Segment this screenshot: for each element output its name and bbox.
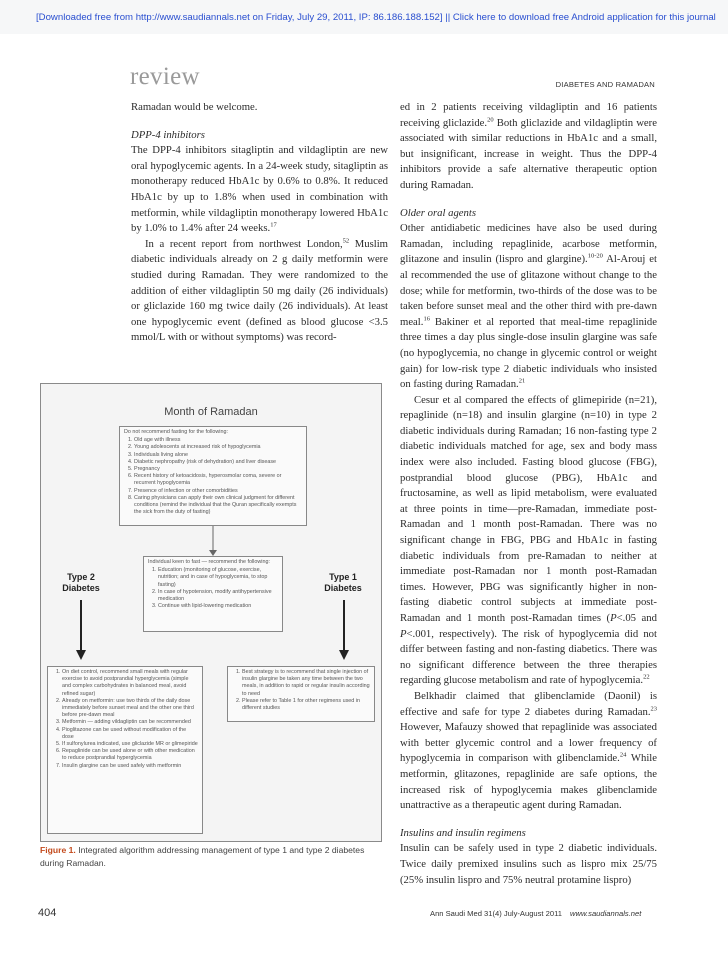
list-item: 4. Pioglitazone can be used without modification of the dose [62, 727, 198, 741]
recommendations-list [148, 567, 278, 610]
paragraph: ed in 2 patients receiving vildagliptin and 16 patients receiving gliclazide.$^{20}$ Both gliclazide and vildagliptin were associated with similar reductions in HbA1c and a small, but insignificant, increase in weight. Thus the DPP-4 inhibitors provide a safe alternative therapeutic option during Ramadan. [400, 101, 657, 191]
list-item: 3. Continue with lipid-lowering medication [158, 603, 278, 610]
list-item: 6. Repaglinide can be used alone or with other medication to reduce postprandial hyperglycemia [62, 748, 198, 762]
list-item: 2. In case of hypotension, modify antihypertensive medication [158, 589, 278, 603]
journal-citation: Ann Saudi Med 31(4) July-August 2011 [430, 909, 562, 918]
paragraph: Insulin can be safely used in type 2 diabetic individuals. Twice daily premixed insulins such as lispro mix 25/75 (25% insulin lispro and 75% neutral protamine lispro) [400, 842, 657, 886]
list-item: 7. Presence of infection or other comorbidities [134, 488, 302, 495]
left-column [131, 100, 388, 346]
list-item: 4. Diabetic nephropathy (risk of dehydration) and liver disease [134, 459, 302, 466]
site-link[interactable]: www.saudiannals.net [570, 909, 642, 918]
download-banner-text[interactable]: [Downloaded free from http://www.saudiannals.net on Friday, July 29, 2011, IP: 86.186.188.152] || Click here to download free Android application for this journal [36, 12, 716, 23]
type2-arrow-head [76, 650, 86, 660]
citation-ref[interactable]: 17 [270, 221, 277, 229]
list-item: 3. Individuals living alone [134, 452, 302, 459]
figure-caption [40, 844, 385, 869]
list-item: 2. Already on metformin: use two thirds of the daily dose immediately before sunset meal and the other one third before pre-dawn meal [62, 698, 198, 720]
citation-ref[interactable]: 24 [619, 751, 627, 759]
citation-ref[interactable]: 22 [643, 673, 650, 681]
right-column [400, 100, 657, 888]
caption-label: Figure 1. [40, 845, 76, 855]
list-item: 7. Insulin glargine can be used safely with metformin [62, 763, 198, 770]
paragraph: In a recent report from northwest London,$^{52}$ Muslim diabetic individuals already on 2 g daily metformin were studied during Ramadan. They were randomized to the addition of either vildagliptin 50 mg daily (26 individuals) or gliclazide 160 mg twice daily (26 individuals). At least one hypoglycemic event (defined as blood glucose <3.5 mmol/L with or without symptoms) was record- [131, 237, 388, 344]
box-heading: Individual keen to fast — recommend the following: [148, 559, 270, 565]
keen-to-fast-box [143, 556, 283, 632]
list-item: 3. Metformin — adding vildagliptin can be recommended [62, 719, 198, 726]
subheading-dpp4: DPP-4 inhibitors [131, 128, 205, 141]
list-item: 1. Best strategy is to recommend that single injection of insulin glargine be taken any time between the two meals, in addition to rapid or regular insulin according to need [242, 669, 370, 698]
type2-list [52, 669, 198, 770]
citation-ref[interactable]: 52 [342, 237, 350, 245]
list-item: 5. If sulfonylurea indicated, use gliclazide MR or glimepiride [62, 741, 198, 748]
type1-list [232, 669, 370, 712]
download-banner[interactable] [0, 0, 728, 34]
caption-text: Integrated algorithm addressing management of type 1 and type 2 diabetes during Ramadan. [40, 845, 365, 868]
list-item: 1. Education (monitoring of glucose, exercise, nutrition; and in case of hypoglycemia, to stop fasting) [158, 567, 278, 589]
citation-ref[interactable]: 16 [423, 315, 430, 323]
paragraph: The DPP-4 inhibitors sitagliptin and vildagliptin are new oral hypoglycemic agents. In a 24-week study, sitagliptin as monotherapy reduced HbA1c by 0.6% to 0.8%. It reduced HbA1c by up to 1.8% when used in combination with metformin, while vildagliptin monotherapy lowered HbA1c by 1.0% to 1.4% after 24 weeks.$^{17}$ [131, 144, 388, 235]
page-number: 404 [38, 907, 57, 919]
figure-title: Month of Ramadan [164, 406, 258, 418]
paragraph: Cesur et al compared the effects of glimepiride (n=21), repaglinide (n=18) and insulin glargine (n=10) in type 2 diabetic individuals during Ramadan; 16 non-fasting type 2 diabetic individuals matched for age, sex and body mass index were also included. Fasting blood glucose (FBG), postprandial blood glucose (PBG), HbA1c and fructosamine, as well as lipid metabolism, were evaluated at three points in time—pre-Ramadan, immediate post-Ramadan and 1 month post-Ramadan. There was no significant change in FBG, PBG and HbA1c in fasting diabetic individuals from pre-Ramadan to neither at immediate post-Ramadan nor 1 month post-Ramadan times. However, PBG was significantly higher in non-fasting diabetic control subjects at immediate post-Ramadan and 1 month post-Ramadan times (P<.05 and P<.001, respectively). The risk of hypoglycemia did not differ between fasting and non-fasting diabetics. There was no significant difference between the three therapies regarding glucose metabolism and rate of hypoglycemia.$^{22}$ [400, 393, 657, 687]
box-heading: Do not recommend fasting for the following: [124, 429, 228, 435]
paragraph: Belkhadir claimed that glibenclamide (Daonil) is effective and safe for type 2 diabetes during Ramadan.$^{23}$ However, Mafauzy showed that repaglinide was associated with better glycemic control and a lower frequency of hypoglycemia in comparison with glibenclamide.$^{24}$ While metformin, glitazones, repaglinide are safe options, the increased risk of hypoglycemia makes glibenclamide unattractive as a therapeutic agent during Ramadan. [400, 689, 658, 812]
footer-citation [430, 909, 641, 918]
list-item: 2. Young adolescents at increased risk of hypoglycemia [134, 444, 302, 451]
paragraph: Other antidiabetic medicines have also be used during Ramadan, including repaglinide, acarbose metformin, glitazone and insulin (lispro and glargine).$^{10-20}$ Al-Arouj et al recommended the use of glitazone without change to the dose; while for metformin, two-thirds of the dose was to be taken before sunset meal and the other third with pre-dawn meal.$^{16}$ Bakiner et al reported that meal-time repaglinide three times a day plus single-dose insulin glargine was safe (no hypoglycemia, no change in glycemic control or weight gain) for low-risk type 2 diabetic individuals who insisted on fasting during Ramadan.$^{21}$ [400, 222, 657, 391]
type2-recommendations-box [47, 666, 203, 834]
type2-label: Type 2 Diabetes [62, 572, 100, 593]
list-item: 1. On diet control, recommend small meals with regular exercise to avoid postprandial hyperglycemia (simple and complex carbohydrates in balanced meal, avoid refined sugar) [62, 669, 198, 698]
list-item: 1. Old age with illness [134, 437, 302, 444]
citation-ref[interactable]: 23 [650, 705, 657, 712]
list-item: 2. Please refer to Table 1 for other regimens used in different studies [242, 698, 370, 712]
figure-algorithm [40, 383, 382, 842]
list-item: 5. Pregnancy [134, 466, 302, 473]
subheading-insulins: Insulins and insulin regimens [400, 826, 526, 839]
type1-recommendations-box [227, 666, 375, 722]
subheading-older-agents: Older oral agents [400, 206, 476, 219]
section-label: review [130, 63, 200, 90]
paragraph: Ramadan would be welcome. [131, 101, 258, 113]
list-item: 8. Caring physicians can apply their own clinical judgment for different conditions (remind the individual that the Quran specifically exempts the sick from the duty of fasting) [134, 495, 302, 517]
type1-arrow-head [339, 650, 349, 660]
citation-ref[interactable]: 20 [487, 116, 494, 124]
type1-label: Type 1 Diabetes [324, 572, 362, 593]
citation-ref[interactable]: 21 [518, 377, 526, 385]
running-title: DIABETES AND RAMADAN [555, 80, 655, 89]
list-item: 6. Recent history of ketoacidosis, hyperosmolar coma, severe or recurrent hypoglycemia [134, 473, 302, 487]
citation-ref[interactable]: 10-20 [587, 252, 603, 260]
